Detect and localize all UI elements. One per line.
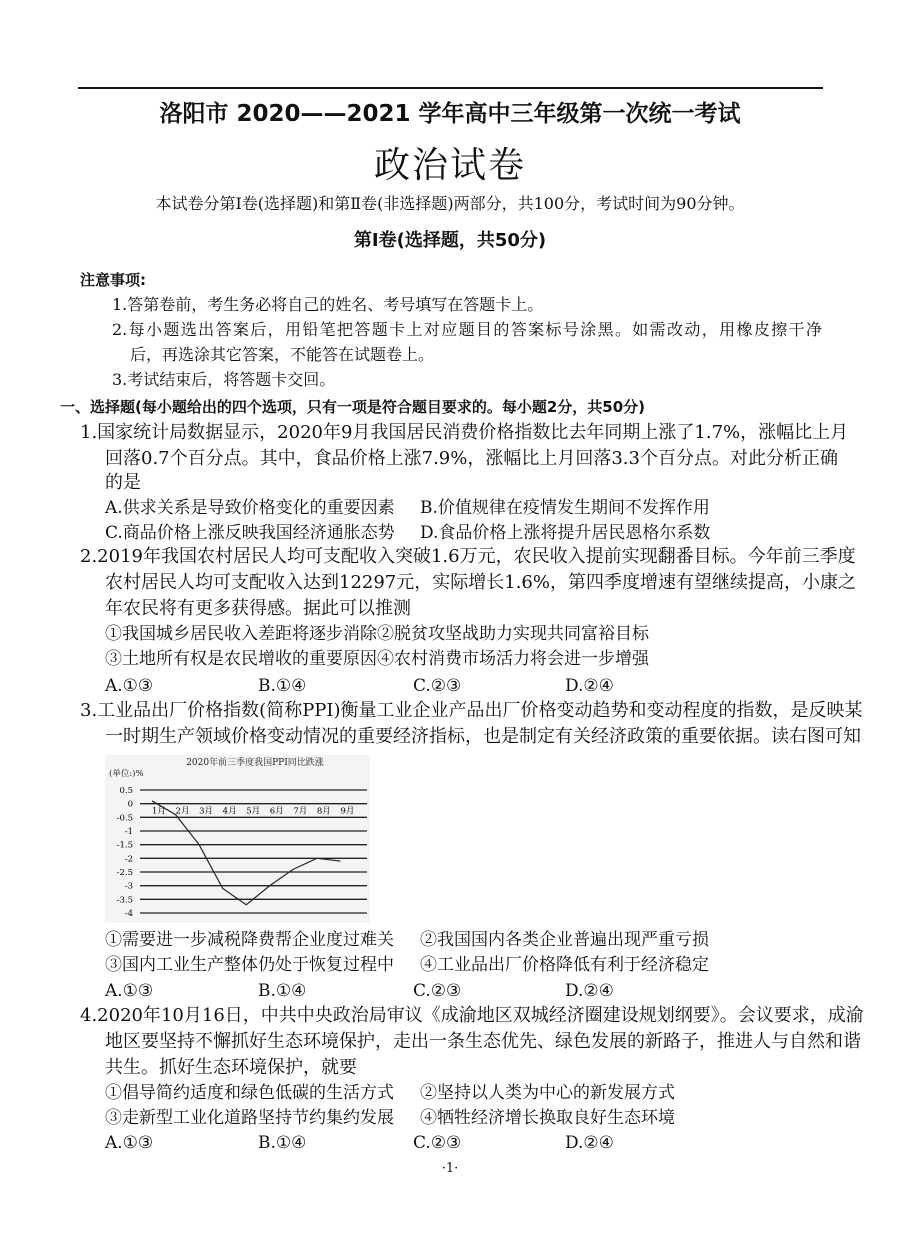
page-number: ·1·	[441, 1161, 459, 1176]
q1-line: 1.国家统计局数据显示，2020年9月我国居民消费价格指数比去年同期上涨了1.7%，涨幅比上月	[80, 422, 849, 443]
q2-option-b[interactable]: B.①④	[258, 676, 307, 696]
q4-option-c[interactable]: C.②③	[413, 1133, 462, 1153]
y-tick-label: -1.5	[116, 840, 133, 851]
q3-item-2: ②我国国内各类企业普遍出现严重亏损	[420, 930, 709, 950]
note-1: 1.答第卷前，考生务必将自己的姓名、考号填写在答题卡上。	[112, 295, 544, 314]
x-tick-label: 9月	[340, 806, 355, 817]
q3-option-c[interactable]: C.②③	[413, 981, 462, 1001]
x-tick-label: 1月	[152, 806, 166, 817]
q1-line: 回落0.7个百分点。其中，食品价格上涨7.9%，涨幅比上月回落3.3个百分点。对此分析正确	[105, 448, 838, 469]
exam-title: 洛阳市 2020——2021 学年高中三年级第一次统一考试	[159, 101, 741, 127]
note-3: 3.考试结束后，将答题卡交回。	[112, 370, 336, 389]
q1-line: 的是	[105, 472, 141, 493]
y-tick-label: -1	[124, 827, 133, 837]
q2-items: ①我国城乡居民收入差距将逐步消除②脱贫攻坚战助力实现共同富裕目标	[105, 624, 649, 644]
y-tick-label: 0	[127, 799, 133, 810]
q2-option-d[interactable]: D.②④	[565, 676, 614, 696]
x-tick-label: 5月	[246, 806, 261, 817]
q4-item-1: ①倡导简约适度和绿色低碳的生活方式	[105, 1083, 394, 1103]
x-tick-label: 8月	[316, 806, 331, 817]
q3-line: 3.工业品出厂价格指数(简称PPI)衡量工业企业产品出厂价格变动趋势和变动程度的指数，是反映某	[80, 700, 863, 721]
part1-heading: 第Ⅰ卷(选择题，共50分)	[353, 230, 547, 251]
x-tick-label: 7月	[293, 806, 308, 817]
x-tick-label: 3月	[199, 806, 214, 817]
q3-item-3: ③国内工业生产整体仍处于恢复过程中	[105, 955, 394, 975]
q4-option-b[interactable]: B.①④	[258, 1133, 307, 1153]
q3-item-4: ④工业品出厂价格降低有利于经济稳定	[420, 955, 709, 975]
y-tick-label: -2	[124, 854, 133, 865]
y-tick-label: 0.5	[119, 786, 133, 796]
q2-option-c[interactable]: C.②③	[413, 676, 462, 696]
q3-option-d[interactable]: D.②④	[565, 981, 614, 1001]
q2-option-a[interactable]: A.①③	[105, 676, 154, 696]
q1-option-c[interactable]: C.商品价格上涨反映我国经济通胀态势	[105, 523, 395, 543]
q4-line: 4.2020年10月16日，中共中央政治局审议《成渝地区双城经济圈建设规划纲要》。会议要求，成渝	[80, 1005, 864, 1026]
x-tick-label: 2月	[175, 806, 190, 817]
chart-title: 2020年前三季度我国PPI同比跌涨	[186, 758, 324, 768]
chart-background	[105, 755, 370, 923]
y-tick-label: -3	[124, 881, 133, 892]
top-rule	[78, 87, 823, 89]
q1-option-a[interactable]: A.供求关系是导致价格变化的重要因素	[105, 498, 395, 518]
q3-option-b[interactable]: B.①④	[258, 981, 307, 1001]
q4-option-a[interactable]: A.①③	[105, 1133, 154, 1153]
q4-item-2: ②坚持以人类为中心的新发展方式	[420, 1083, 675, 1103]
q4-line: 共生。抓好生态环境保护，就要	[105, 1057, 357, 1078]
q3-option-a[interactable]: A.①③	[105, 981, 154, 1001]
q3-line: 一时期生产领域价格变动情况的重要经济指标，也是制定有关经济政策的重要依据。读右图可知	[105, 726, 861, 747]
notes-heading: 注意事项:	[80, 271, 146, 289]
chart-ylabel: (单位:)%	[109, 769, 144, 779]
q4-option-d[interactable]: D.②④	[565, 1133, 614, 1153]
ppi-line-chart	[105, 755, 370, 923]
x-tick-label: 4月	[222, 806, 237, 817]
note-2: 2.每小题选出答案后，用铅笔把答题卡上对应题目的答案标号涂黑。如需改动，用橡皮擦干净	[112, 320, 822, 339]
q2-line: 农村居民人均可支配收入达到12297元，实际增长1.6%，第四季度增速有望继续提高，小康之	[105, 572, 856, 593]
subject-title: 政治试卷	[373, 145, 526, 186]
y-tick-label: -2.5	[116, 868, 133, 878]
q2-line: 2.2019年我国农村居民人均可支配收入突破1.6万元，农民收入提前实现翻番目标。今年前三季度	[80, 546, 856, 567]
q4-line: 地区要坚持不懈抓好生态环境保护，走出一条生态优先、绿色发展的新路子，推进人与自然和谐	[105, 1031, 861, 1052]
q1-option-b[interactable]: B.价值规律在疫情发生期间不发挥作用	[420, 498, 710, 518]
q4-item-3: ③走新型工业化道路坚持节约集约发展	[105, 1108, 394, 1128]
intro: 本试卷分第Ⅰ卷(选择题)和第Ⅱ卷(非选择题)两部分，共100分，考试时间为90分钟。	[155, 194, 745, 213]
y-tick-label: -4	[124, 909, 133, 919]
section-heading: 一、选择题(每小题给出的四个选项，只有一项是符合题目要求的。每小题2分，共50分)	[60, 398, 646, 416]
x-tick-label: 6月	[269, 806, 284, 817]
y-tick-label: -0.5	[116, 813, 133, 824]
q2-line: 年农民将有更多获得感。据此可以推测	[105, 598, 411, 619]
q2-items: ③土地所有权是农民增收的重要原因④农村消费市场活力将会进一步增强	[105, 649, 649, 669]
y-tick-label: -3.5	[116, 895, 133, 906]
q3-item-1: ①需要进一步减税降费帮企业度过难关	[105, 930, 394, 950]
q4-item-4: ④牺牲经济增长换取良好生态环境	[420, 1108, 675, 1128]
q1-option-d[interactable]: D.食品价格上涨将提升居民恩格尔系数	[420, 523, 711, 543]
note-2-cont: 后，再选涂其它答案，不能答在试题卷上。	[130, 345, 435, 364]
